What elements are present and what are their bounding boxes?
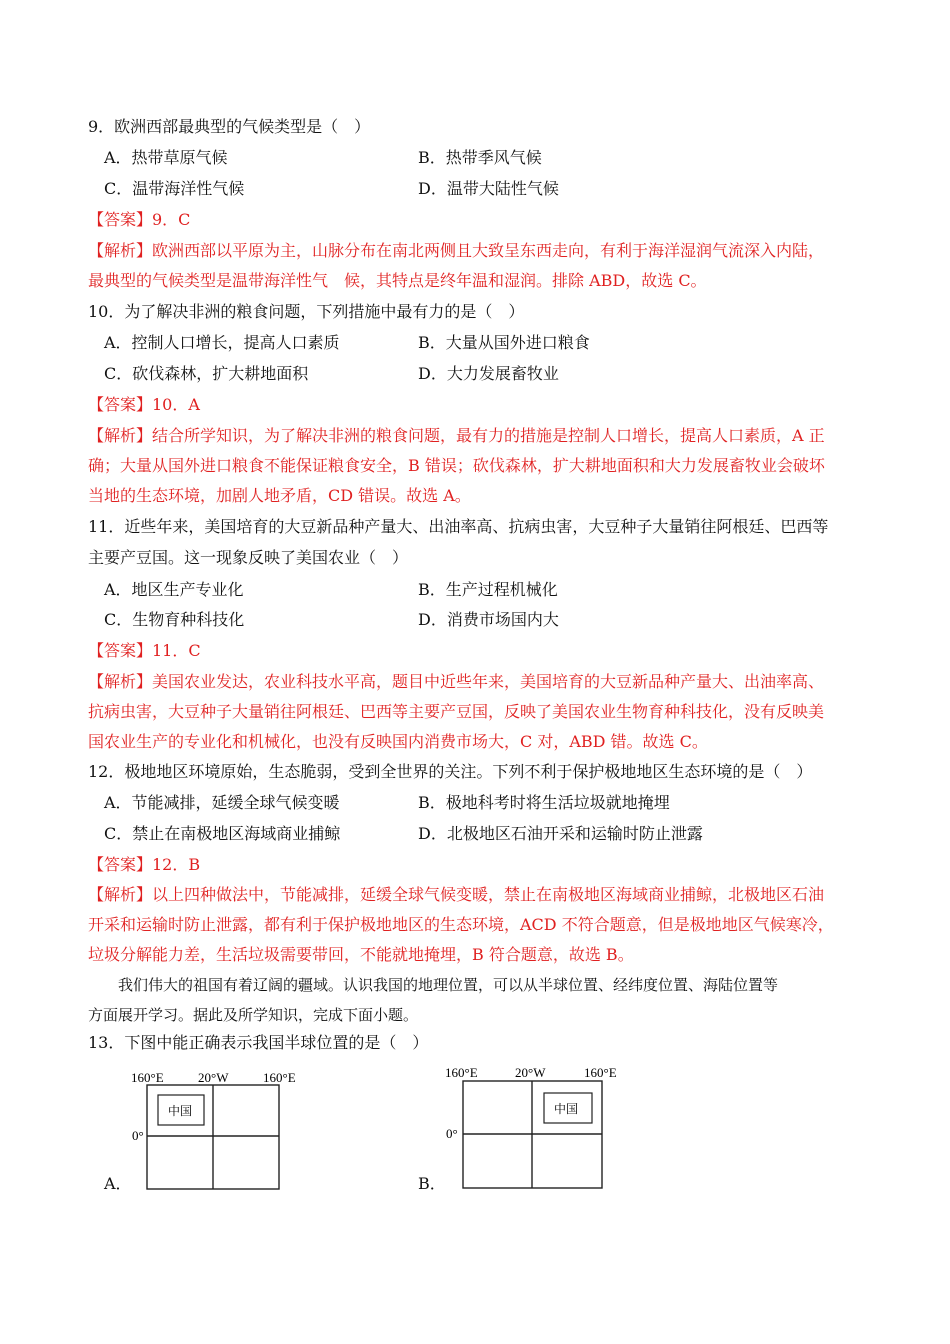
q11-analysis-line-2: 抗病虫害，大豆种子大量销往阿根廷、巴西等主要产豆国，反映了美国农业生物育种科技化，没有反映美 [88, 702, 825, 721]
q11-option-c: C．生物育种科技化 [104, 610, 245, 629]
map-b-lat-label: 0° [446, 1126, 458, 1141]
q10-option-a: A．控制人口增长，提高人口素质 [104, 333, 340, 352]
q9-option-d: D．温带大陆性气候 [418, 179, 559, 198]
q11-answer: 【答案】11．C [88, 641, 201, 660]
q11-stem-line-1: 11．近些年来，美国培育的大豆新品种产量大、出油率高、抗病虫害，大豆种子大量销往阿根廷、巴西等 [88, 517, 829, 536]
q10-option-c: C．砍伐森林，扩大耕地面积 [104, 364, 309, 383]
map-a-china-label: 中国 [168, 1104, 193, 1118]
passage-line-1: 我们伟大的祖国有着辽阔的疆域。认识我国的地理位置，可以从半球位置、经纬度位置、海陆位置等 [88, 976, 779, 994]
q13-option-a-label: A． [104, 1174, 132, 1193]
q11-option-d: D．消费市场国内大 [418, 610, 559, 629]
map-b-lon-right: 160°E [584, 1065, 617, 1080]
q10-answer: 【答案】10．A [88, 395, 200, 414]
q12-option-d: D．北极地区石油开采和运输时防止泄露 [418, 824, 703, 843]
q9-analysis-line-1: 【解析】欧洲西部以平原为主，山脉分布在南北两侧且大致呈东西走向，有利于海洋湿润气流深入内陆， [88, 241, 825, 260]
q13-map-a [100, 1062, 300, 1192]
passage-intro [88, 970, 863, 1030]
q12-option-b: B．极地科考时将生活垃圾就地掩埋 [418, 793, 670, 812]
q10-analysis-line-1: 【解析】结合所学知识，为了解决非洲的粮食问题，最有力的措施是控制人口增长，提高人口素质，A 正 [88, 426, 825, 445]
q9-analysis-line-2: 最典型的气候类型是温带海洋性气 候，其特点是终年温和湿润。排除 ABD，故选 C。 [88, 271, 707, 290]
q9-stem: 9．欧洲西部最典型的气候类型是（ ） [88, 117, 371, 136]
map-a-lon-mid: 20°W [198, 1070, 229, 1085]
q11-analysis-line-1: 【解析】美国农业发达，农业科技水平高，题目中近些年来，美国培育的大豆新品种产量大、出油率高、 [88, 672, 825, 691]
q12-analysis-line-1: 【解析】以上四种做法中，节能减排，延缓全球气候变暖，禁止在南极地区海域商业捕鲸，北极地区石油 [88, 885, 825, 904]
q12-answer: 【答案】12．B [88, 855, 201, 874]
map-a-lat-label: 0° [132, 1128, 144, 1143]
q9-option-a: A．热带草原气候 [104, 148, 228, 167]
q10-stem: 10．为了解决非洲的粮食问题，下列措施中最有力的是（ ） [88, 302, 525, 321]
q13-map-b [414, 1059, 634, 1194]
q11-option-b: B．生产过程机械化 [418, 580, 558, 599]
q10-option-b: B．大量从国外进口粮食 [418, 333, 590, 352]
q9-option-b: B．热带季风气候 [418, 148, 542, 167]
map-b-lon-left: 160°E [445, 1065, 478, 1080]
q10-analysis-line-2: 确；大量从国外进口粮食不能保证粮食安全，B 错误；砍伐森林，扩大耕地面积和大力发展畜牧业会破坏 [88, 456, 825, 475]
q12-analysis-line-3: 垃圾分解能力差，生活垃圾需要带回，不能就地掩埋，B 符合题意，故选 B。 [88, 945, 634, 964]
passage-line-2: 方面展开学习。据此及所学知识，完成下面小题。 [88, 1006, 419, 1024]
q10-analysis-line-3: 当地的生态环境，加剧人地矛盾，CD 错误。故选 A。 [88, 486, 471, 505]
map-b-china-label: 中国 [554, 1102, 579, 1116]
q11-option-a: A．地区生产专业化 [104, 580, 244, 599]
map-a-lon-left: 160°E [131, 1070, 164, 1085]
q12-analysis-line-2: 开采和运输时防止泄露，都有利于保护极地地区的生态环境，ACD 不符合题意，但是极地地区气候寒冷， [88, 915, 834, 934]
q9-option-c: C．温带海洋性气候 [104, 179, 245, 198]
q12-stem: 12．极地地区环境原始，生态脆弱，受到全世界的关注。下列不利于保护极地地区生态环境的是（ ） [88, 762, 813, 781]
map-a-lon-right: 160°E [263, 1070, 296, 1085]
q13-stem: 13．下图中能正确表示我国半球位置的是（ ） [88, 1033, 429, 1052]
q11-stem-line-2: 主要产豆国。这一现象反映了美国农业（ ） [88, 548, 409, 567]
q11-analysis-line-3: 国农业生产的专业化和机械化，也没有反映国内消费市场大，C 对，ABD 错。故选 C。 [88, 732, 708, 751]
q12-option-c: C．禁止在南极地区海域商业捕鲸 [104, 824, 341, 843]
q10-option-d: D．大力发展畜牧业 [418, 364, 559, 383]
map-b-lon-mid: 20°W [515, 1065, 546, 1080]
q13-option-b-label: B． [418, 1174, 446, 1193]
q12-option-a: A．节能减排，延缓全球气候变暖 [104, 793, 340, 812]
q9-answer: 【答案】9．C [88, 210, 191, 229]
